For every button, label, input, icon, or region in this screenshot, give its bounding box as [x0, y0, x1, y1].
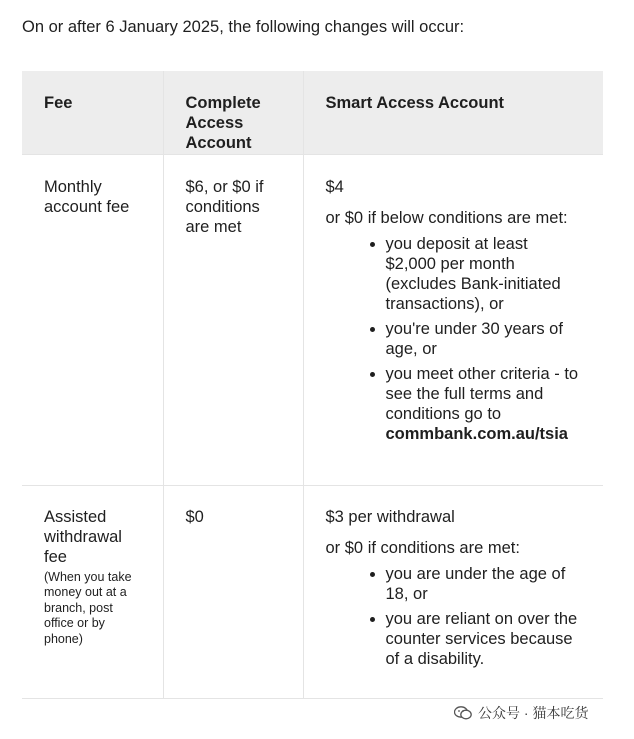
list-item: • you are reliant on over the counter services because of a disability.: [386, 609, 582, 669]
fee-note: (When you take money out at a branch, post office or by phone): [44, 569, 132, 646]
intro-text: On or after 6 January 2025, the following changes will occur:: [22, 18, 465, 36]
complete-access-value: $0: [185, 507, 204, 526]
complete-access-cell: [163, 154, 303, 485]
table-header-row: [22, 71, 603, 154]
wechat-icon: [454, 706, 472, 720]
table-row-monthly-fee: [22, 154, 603, 485]
table-row-assisted-withdrawal: [22, 485, 603, 698]
watermark: [454, 703, 588, 723]
fee-name-cell: [22, 485, 163, 698]
list-item: • you deposit at least $2,000 per month (excludes Bank-initiated transactions), or: [386, 234, 582, 314]
smart-access-cell: [303, 154, 603, 485]
smart-price: $4: [325, 177, 344, 196]
list-item: • you're under 30 years of age, or: [386, 319, 582, 359]
smart-conditions-intro: or $0 if below conditions are met:: [325, 208, 568, 227]
fee-name: Assisted withdrawal fee: [44, 507, 122, 566]
condition-text: you meet other criteria - to see the full terms and conditions go to: [385, 364, 579, 423]
complete-access-cell: [163, 485, 303, 698]
fee-changes-table: [22, 71, 603, 699]
header-fee: Fee: [22, 71, 163, 154]
smart-conditions-intro: or $0 if conditions are met:: [325, 538, 520, 557]
fee-name: Monthly account fee: [44, 177, 130, 216]
list-item: [386, 364, 582, 444]
smart-price: $3 per withdrawal: [325, 507, 455, 526]
smart-access-cell: [303, 485, 603, 698]
smart-conditions-list: [326, 564, 582, 669]
smart-conditions-list: [326, 234, 582, 444]
list-item: • you are under the age of 18, or: [386, 564, 582, 604]
fee-name-cell: [22, 154, 163, 485]
terms-link[interactable]: commbank.com.au/tsia: [385, 424, 568, 443]
header-smart-access: Smart Access Account: [303, 71, 603, 154]
complete-access-value: $6, or $0 if conditions are met: [185, 177, 264, 236]
header-complete-access: Complete Access Account: [163, 71, 303, 154]
watermark-text: 公众号 · 猫本吃货: [478, 705, 589, 721]
